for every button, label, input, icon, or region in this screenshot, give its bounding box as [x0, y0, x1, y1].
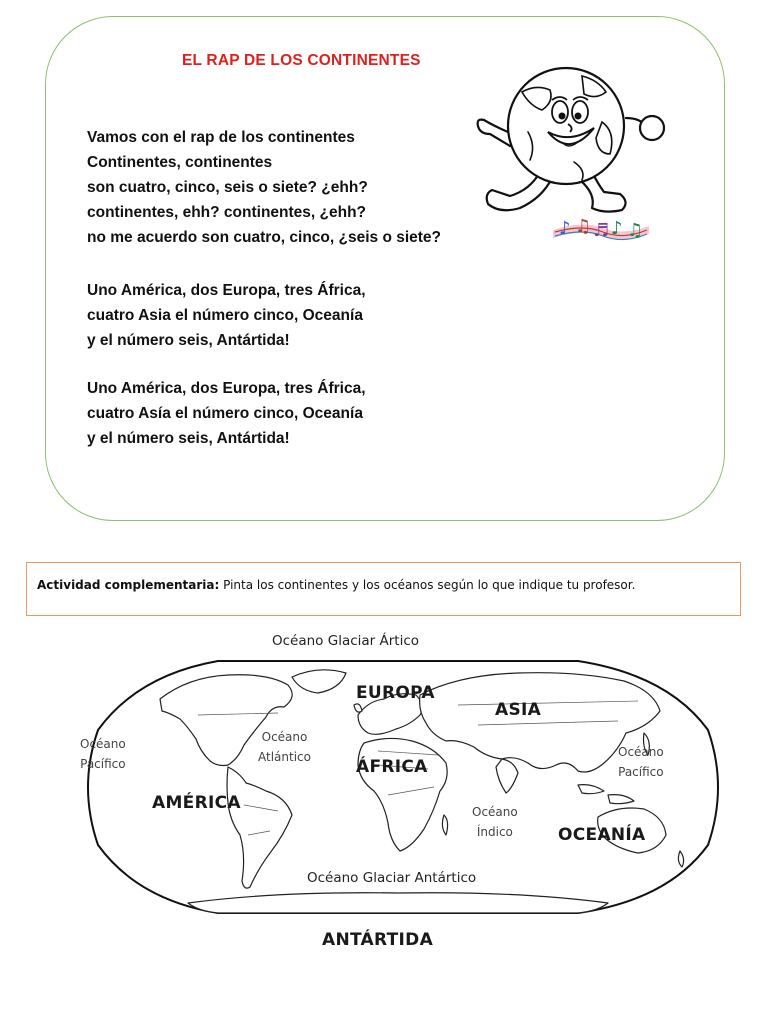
poem-line: cuatro Asía el número cinco, Oceanía: [87, 405, 363, 422]
activity-box: [26, 562, 741, 616]
poem-line: cuatro Asia el número cinco, Oceanía: [87, 307, 363, 324]
ocean-pacific-right-label: Océano Pacífico: [618, 745, 664, 779]
activity-label: Actividad complementaria:: [37, 578, 220, 592]
poem-line: y el número seis, Antártida!: [87, 430, 290, 447]
continent-africa-label: ÁFRICA: [356, 757, 428, 777]
continent-antarctica-label: ANTÁRTIDA: [322, 930, 434, 950]
ocean-pacific-left-label: Océano Pacífico: [80, 737, 126, 771]
poem-line: no me acuerdo son cuatro, cinco, ¿seis o siete?: [87, 229, 442, 246]
stanza-3: [87, 376, 366, 451]
poem-line: Vamos con el rap de los continentes: [87, 129, 355, 146]
continent-oceania-label: OCEANÍA: [558, 825, 646, 845]
stanza-1: [87, 125, 441, 250]
smiling-globe-icon: [470, 62, 670, 222]
stanza-2: [87, 278, 366, 353]
poem-line: continentes, ehh? continentes, ¿ehh?: [87, 204, 367, 221]
poem-title: EL RAP DE LOS CONTINENTES: [182, 52, 421, 69]
svg-text:♪: ♪: [559, 218, 571, 239]
svg-text:♪: ♪: [611, 218, 623, 239]
ocean-antarctic-label: Océano Glaciar Antártico: [307, 870, 477, 886]
activity-text: Pinta los continentes y los océanos según lo que indique tu profesor.: [219, 578, 636, 592]
poem-line: Uno América, dos Europa, tres África,: [87, 282, 366, 299]
poem-line: Uno América, dos Europa, tres África,: [87, 380, 366, 397]
poem-line: son cuatro, cinco, seis o siete? ¿ehh?: [87, 179, 368, 196]
ocean-arctic-label: Océano Glaciar Ártico: [272, 633, 420, 649]
continent-asia-label: ASIA: [495, 700, 542, 720]
svg-text:♫: ♫: [575, 216, 592, 237]
activity-instruction: [37, 578, 635, 592]
svg-text:♬: ♬: [593, 220, 610, 241]
continent-europe-label: EUROPA: [356, 683, 435, 703]
music-notes-icon: [553, 212, 649, 244]
ocean-atlantic-label: Océano Atlántico: [258, 730, 311, 764]
poem-line: y el número seis, Antártida!: [87, 332, 290, 349]
poem-line: Continentes, continentes: [87, 154, 273, 171]
ocean-indian-label: Océano Índico: [472, 805, 518, 839]
svg-text:♫: ♫: [627, 220, 644, 241]
continent-america-label: AMÉRICA: [152, 793, 241, 813]
